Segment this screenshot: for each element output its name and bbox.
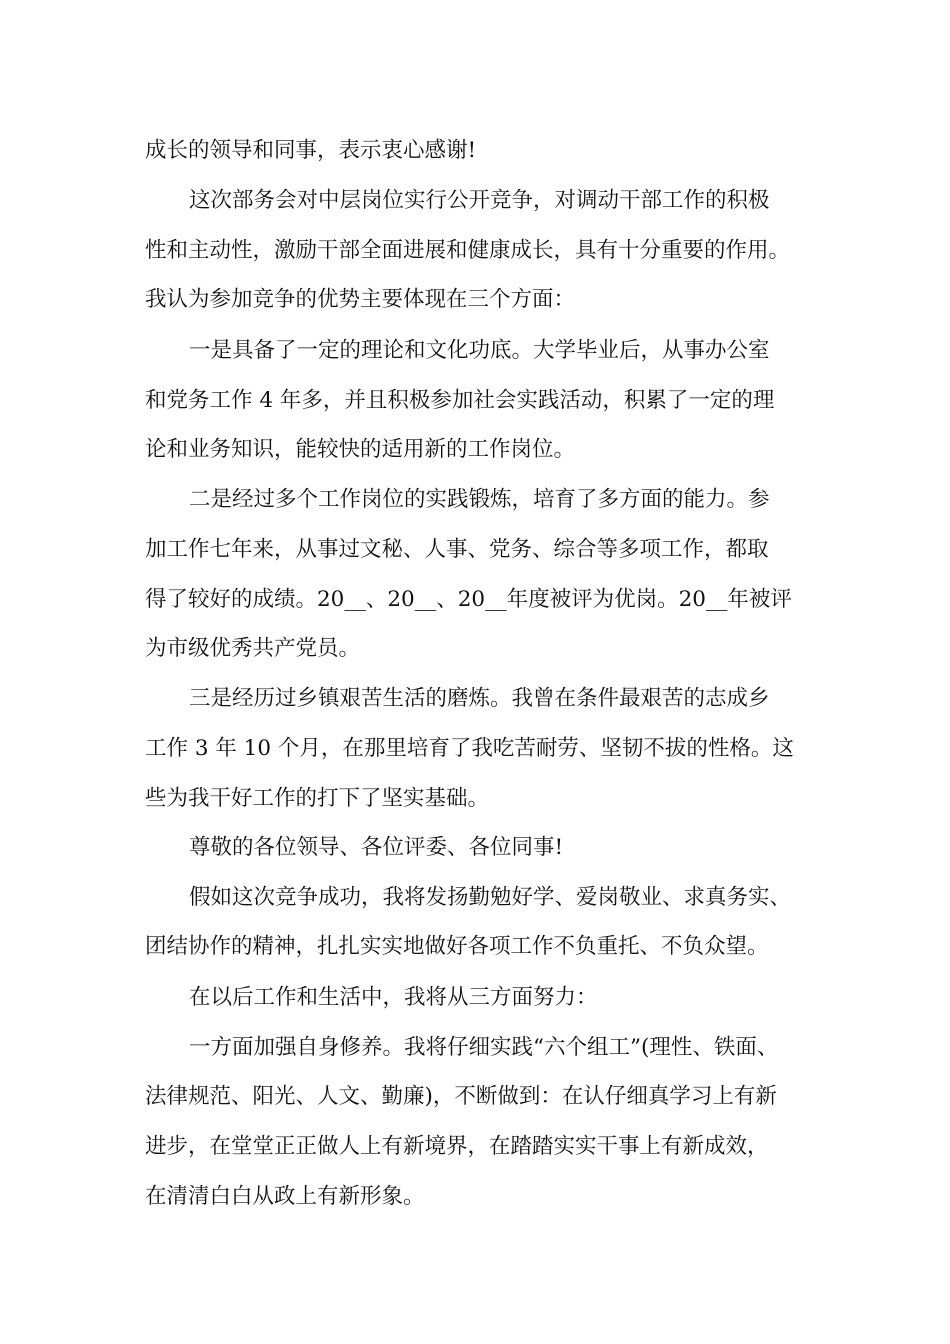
text-line: 在以后工作和生活中，我将从三方面努力： xyxy=(189,985,598,1010)
text-line: 加工作七年来，从事过文秘、人事、党务、综合等多项工作，都取 xyxy=(145,537,769,562)
text-line: 三是经历过乡镇艰苦生活的磨炼。我曾在条件最艰苦的志成乡 xyxy=(189,686,770,711)
text-line: 在清清白白从政上有新形象。 xyxy=(145,1184,425,1209)
text-line: 进步，在堂堂正正做人上有新境界，在踏踏实实干事上有新成效， xyxy=(145,1134,769,1159)
text-line: 一是具备了一定的理论和文化功底。大学毕业后，从事办公室 xyxy=(189,338,770,363)
text-line: 尊敬的各位领导、各位评委、各位同事! xyxy=(189,835,564,860)
text-line: 成长的领导和同事，表示衷心感谢! xyxy=(145,138,477,163)
text-line: 些为我干好工作的打下了坚实基础。 xyxy=(145,786,490,811)
text-line: 论和业务知识，能较快的适用新的工作岗位。 xyxy=(145,437,576,462)
text-line: 工作 3 年 10 个月，在那里培育了我吃苦耐劳、坚韧不拔的性格。这 xyxy=(145,736,794,761)
text-line: 二是经过多个工作岗位的实践锻炼，培育了多方面的能力。参 xyxy=(189,487,770,512)
text-line: 假如这次竞争成功，我将发扬勤勉好学、爱岗敬业、求真务实、 xyxy=(189,885,792,910)
text-line: 法律规范、阳光、人文、勤廉)，不断做到：在认仔细真学习上有新 xyxy=(145,1084,777,1109)
text-line: 团结协作的精神，扎扎实实地做好各项工作不负重托、不负众望。 xyxy=(145,934,769,959)
text-line: 为市级优秀共产党员。 xyxy=(145,636,361,661)
text-line: 性和主动性，激励干部全面进展和健康成长，具有十分重要的作用。 xyxy=(145,238,791,263)
text-line: 得了较好的成绩。20__、20__、20__年度被评为优岗。20__年被评 xyxy=(145,587,792,612)
text-line: 我认为参加竞争的优势主要体现在三个方面： xyxy=(145,287,576,312)
text-line: 这次部务会对中层岗位实行公开竞争，对调动干部工作的积极 xyxy=(189,188,770,213)
text-line: 和党务工作 4 年多，并且积极参加社会实践活动，积累了一定的理 xyxy=(145,388,775,413)
text-line: 一方面加强自身修养。我将仔细实践“六个组工”(理性、铁面、 xyxy=(189,1035,779,1060)
